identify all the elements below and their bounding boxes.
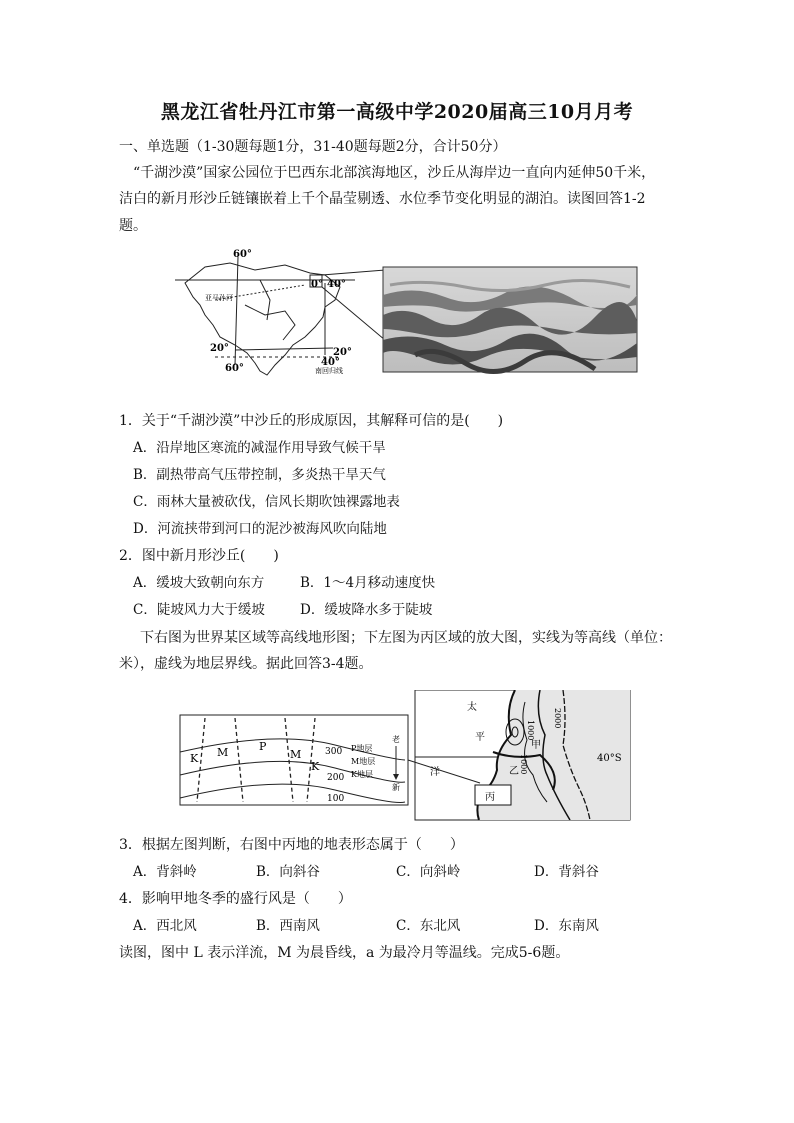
contour-200: 200 xyxy=(327,773,345,783)
q1-stem: 1．关于“千湖沙漠”中沙丘的形成原因，其解释可信的是( ) xyxy=(119,413,504,429)
ocean-char-3: 洋 xyxy=(430,767,440,778)
age-new-label: 新 xyxy=(392,783,400,792)
q2-stem: 2．图中新月形沙丘( ) xyxy=(119,548,279,564)
legend-m-layer: M地层 xyxy=(351,757,376,766)
q3-stem: 3．根据左图判断，右图中丙地的地表形态属于（ ） xyxy=(119,837,464,853)
contour-100: 100 xyxy=(327,794,345,804)
legend-k-layer: K地层 xyxy=(351,770,373,779)
region-bing: 丙 xyxy=(485,792,495,803)
section-heading: 一、单选题（1-30题每题1分，31-40题每题2分，合计50分） xyxy=(119,139,507,155)
intro-2-line-2: 米），虚线为地层界线。据此回答3-4题。 xyxy=(119,656,373,672)
intro-1-line-2: 洁白的新月形沙丘链镶嵌着上千个晶莹剔透、水位季节变化明显的湖泊。读图回答1-2 xyxy=(119,191,646,207)
contour-300: 300 xyxy=(325,747,343,757)
q4-option-d: D．东南风 xyxy=(534,918,599,934)
q3-option-d: D．背斜谷 xyxy=(534,864,599,880)
q4-option-a: A．西北风 xyxy=(133,918,197,934)
q1-option-a: A．沿岸地区寒流的减湿作用导致气候干旱 xyxy=(133,440,386,456)
latitude-40s-label: 40°S xyxy=(597,753,622,764)
contour-2000-label: 2000 xyxy=(553,708,562,729)
strata-m-right: M xyxy=(290,748,302,761)
right-20-label: 20° xyxy=(333,347,352,358)
contour-1000-label: 1000 xyxy=(526,720,535,741)
strata-p: P xyxy=(259,740,267,753)
intro-1-line-1: “千湖沙漠”国家公园位于巴西东北部滨海地区，沙丘从海岸边一直向内延伸50千米， xyxy=(133,165,656,181)
bottom-60-label: 60° xyxy=(225,363,244,374)
ocean-char-1: 太 xyxy=(467,702,477,713)
q4-option-b: B．西南风 xyxy=(256,918,320,934)
contour-map xyxy=(415,690,630,820)
q3-option-a: A．背斜岭 xyxy=(133,864,197,880)
intro-3: 读图，图中 L 表示洋流，M 为晨昏线，a 为最冷月等温线。完成5-6题。 xyxy=(119,945,570,961)
strata-k-right: K xyxy=(311,760,320,773)
bottom-40-label: 40° xyxy=(321,357,340,368)
q1-option-b: B．副热带高气压带控制，多炎热干旱天气 xyxy=(133,467,386,483)
lon-0-label: 0° xyxy=(311,279,323,290)
contour-1000b-label: 1000 xyxy=(519,754,528,775)
q1-option-d: D．河流挟带到河口的泥沙被海风吹向陆地 xyxy=(133,521,387,537)
strata-k-left: K xyxy=(190,752,199,765)
left-20-label: 20° xyxy=(210,343,229,354)
geology-figure xyxy=(175,690,635,825)
tropic-label: 南回归线 xyxy=(315,367,343,375)
legend-p-layer: P地层 xyxy=(351,744,373,753)
q1-option-c: C．雨林大量被砍伐，信风长期吹蚀裸露地表 xyxy=(133,494,400,510)
amazon-river-label: 亚马孙河 xyxy=(205,294,233,302)
point-jia: 甲 xyxy=(531,740,541,751)
q4-stem: 4．影响甲地冬季的盛行风是（ ） xyxy=(119,891,352,907)
page-title: 黑龙江省牡丹江市第一高级中学2020届高三10月月考 xyxy=(160,101,634,123)
dune-photo xyxy=(383,267,637,372)
ocean-char-2: 平 xyxy=(475,732,485,743)
q2-option-d: D．缓坡降水多于陡坡 xyxy=(300,602,433,618)
q3-option-b: B．向斜谷 xyxy=(256,864,320,880)
intro-1-line-3: 题。 xyxy=(119,218,147,234)
age-old-label: 老 xyxy=(392,735,400,744)
q4-option-c: C．东北风 xyxy=(396,918,461,934)
point-yi: 乙 xyxy=(509,766,519,777)
brazil-map-figure xyxy=(175,245,645,380)
lon-40-label: 40° xyxy=(327,279,346,290)
q3-option-c: C．向斜岭 xyxy=(396,864,461,880)
intro-2-line-1: 下右图为世界某区域等高线地形图；下左图为丙区域的放大图，实线为等高线（单位： xyxy=(140,630,672,646)
strata-diagram xyxy=(180,715,480,805)
q2-option-b: B．1～4月移动速度快 xyxy=(300,575,436,591)
lat-60-label: 60° xyxy=(233,249,252,260)
q2-option-a: A．缓坡大致朝向东方 xyxy=(133,575,265,591)
strata-m-left: M xyxy=(217,746,229,759)
q2-option-c: C．陡坡风力大于缓坡 xyxy=(133,602,265,618)
